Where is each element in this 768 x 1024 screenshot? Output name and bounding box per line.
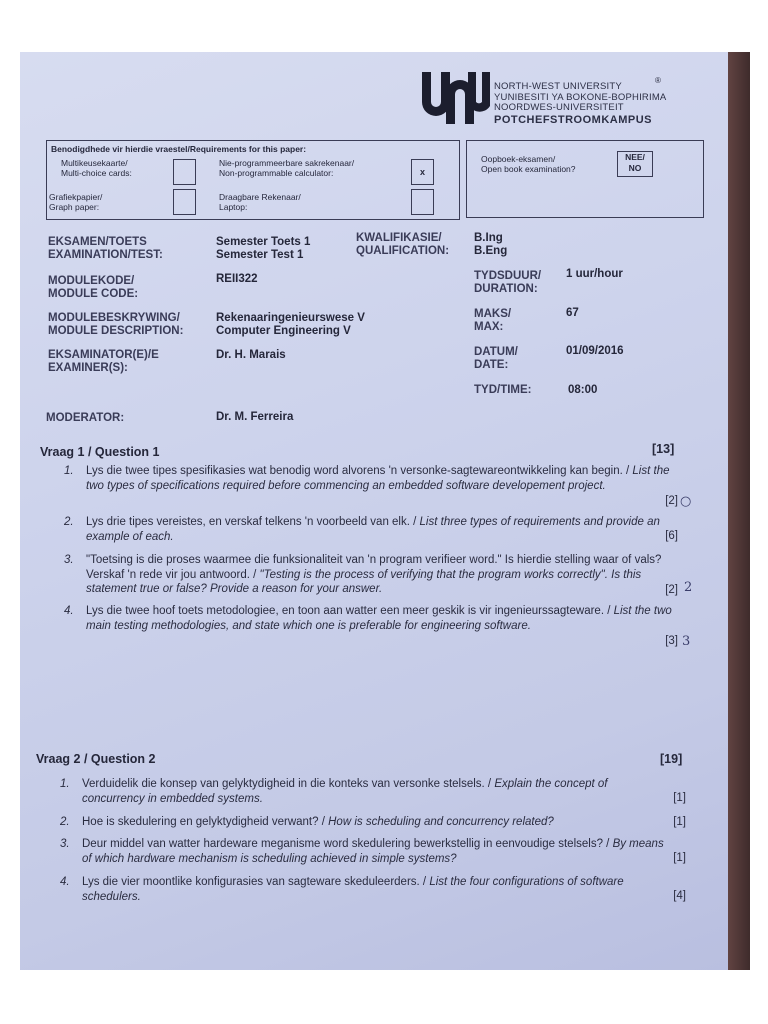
- label-line: DATUM/: [474, 346, 518, 358]
- label-line: Open book examination?: [481, 163, 576, 174]
- label-line: QUALIFICATION:: [356, 245, 450, 257]
- requirements-title: Benodigdhede vir hierdie vraestel/Requirements for this paper:: [51, 144, 307, 154]
- examiner-value: Dr. H. Marais: [216, 349, 286, 361]
- item-marks: [1]: [673, 816, 686, 828]
- duration-value: 1 uur/hour: [566, 268, 623, 280]
- laptop-label: [219, 193, 301, 212]
- label-line: MODULEBESKRYWING/: [48, 312, 180, 324]
- item-number: 1.: [60, 778, 70, 790]
- item-text-en: How is scheduling and concurrency related?: [328, 816, 554, 828]
- item-text-af: Hoe is skedulering en gelyktydigheid verwant? /: [82, 816, 329, 828]
- question2-item: [60, 875, 686, 907]
- question2-item: [60, 837, 686, 869]
- campus-name: POTCHEFSTROOMKAMPUS: [494, 113, 652, 126]
- label-line: Nie-programmeerbare sakrekenaar/: [219, 158, 355, 168]
- question1-item: [64, 553, 678, 601]
- item-number: 2.: [60, 816, 70, 828]
- label-line: MODULE CODE:: [48, 288, 139, 300]
- date-value: 01/09/2016: [566, 345, 624, 357]
- handwritten-mark: ○: [680, 494, 692, 509]
- exam-value: [216, 236, 310, 262]
- label-line: Oopboek-eksamen/: [481, 154, 556, 164]
- item-text-af: "Toetsing is die proses waarmee die funksionaliteit van 'n program verifieer word." Is hierdie stelling waar of vals? Verskaf 'n rede vir jou antwoord. /: [86, 554, 662, 581]
- qualification-value: [474, 232, 507, 258]
- label-line: Multi-choice cards:: [61, 167, 132, 178]
- examiner-label: [48, 349, 159, 375]
- question1-total-marks: [13]: [652, 442, 675, 456]
- item-marks: [2]: [665, 584, 678, 596]
- time-value: 08:00: [568, 384, 598, 396]
- item-text: [86, 515, 676, 544]
- label-line: Laptop:: [219, 201, 248, 212]
- item-text: [86, 464, 676, 493]
- item-text-af: Lys die twee tipes spesifikasies wat benodig word alvorens 'n versonke-sagtewareontwikkeling kan begin. /: [86, 465, 633, 477]
- label-line: DATE:: [474, 359, 509, 371]
- university-name: [494, 82, 666, 127]
- calculator-checkbox[interactable]: [411, 159, 434, 185]
- item-text-en: By means of which hardware mechanism is scheduling achieved in simple systems?: [82, 838, 664, 865]
- item-text: [82, 777, 672, 806]
- open-book-box: [466, 140, 704, 218]
- label-line: MAX:: [474, 321, 504, 333]
- item-text: [86, 604, 676, 633]
- duration-label: [474, 270, 541, 296]
- label-line: Draagbare Rekenaar/: [219, 192, 301, 202]
- item-marks: [1]: [673, 792, 686, 804]
- value-line: Semester Test 1: [216, 249, 304, 261]
- item-number: 4.: [60, 876, 70, 888]
- question1-title: Vraag 1 / Question 1: [40, 445, 160, 459]
- moderator-label: MODERATOR:: [46, 412, 125, 424]
- question2-total-marks: [19]: [660, 752, 683, 766]
- item-marks: [1]: [673, 852, 686, 864]
- item-text-en: "Testing is the process of verifying that the program works correctly". Is this statement true or false? Provide a reason for your answer.: [86, 568, 642, 595]
- item-number: 2.: [64, 516, 74, 528]
- value-line: B.Ing: [474, 232, 503, 244]
- date-label: [474, 346, 518, 372]
- university-name-line: NORTH-WEST UNIVERSITY: [494, 81, 622, 92]
- item-number: 4.: [64, 605, 74, 617]
- item-marks: [6]: [665, 530, 678, 542]
- item-text-en: List the two types of specifications required before commencing an embedded software developement project.: [86, 465, 670, 492]
- item-text-af: Deur middel van watter hardeware meganisme word skedulering bewerkstellig in eenvoudige stelsels? /: [82, 838, 613, 850]
- label-line: DURATION:: [474, 283, 538, 295]
- item-marks: [2]: [665, 495, 678, 507]
- time-label: TYD/TIME:: [474, 384, 532, 396]
- label-line: Multikeusekaarte/: [61, 158, 128, 168]
- label-line: EXAMINER(S):: [48, 362, 128, 374]
- item-text-en: List three types of requirements and provide an example of each.: [86, 516, 660, 543]
- label-line: MODULEKODE/: [48, 275, 135, 287]
- answer-line: NO: [628, 163, 642, 173]
- handwritten-mark: 2: [684, 580, 693, 595]
- university-logo-icon: [418, 64, 494, 130]
- label-line: MODULE DESCRIPTION:: [48, 325, 184, 337]
- item-text-af: Lys die twee hoof toets metodologiee, en toon aan watter een meer geskik is vir ingenieurssagteware. /: [86, 605, 614, 617]
- item-text: [82, 875, 672, 904]
- item-text-af: Verduidelik die konsep van gelyktydigheid in die konteks van versonke stelsels. /: [82, 778, 495, 790]
- max-label: [474, 308, 511, 334]
- question1-item: [64, 604, 678, 652]
- label-line: EXAMINATION/TEST:: [48, 249, 163, 261]
- module-code-value: REII322: [216, 273, 258, 285]
- exam-label: [48, 236, 163, 262]
- item-number: 1.: [64, 465, 74, 477]
- university-name-line: YUNIBESITI YA BOKONE-BOPHIRIMA: [494, 91, 667, 103]
- value-line: Computer Engineering V: [216, 325, 351, 337]
- item-number: 3.: [64, 554, 74, 566]
- university-name-line: NOORDWES-UNIVERSITEIT: [494, 102, 624, 113]
- item-text: [82, 815, 672, 830]
- item-marks: [3]: [665, 635, 678, 647]
- qualification-label: [356, 232, 449, 258]
- label-line: Graph paper:: [49, 201, 100, 212]
- value-line: B.Eng: [474, 245, 508, 257]
- multichoice-label: [61, 159, 132, 178]
- item-text-en: Explain the concept of concurrency in embedded systems.: [82, 778, 608, 805]
- module-code-label: [48, 275, 138, 301]
- answer-line: NEE/: [625, 152, 645, 162]
- item-text-af: Lys drie tipes vereistes, en verskaf telkens 'n voorbeeld van elk. /: [86, 516, 420, 528]
- question1-item: [64, 515, 678, 547]
- question2-item: [60, 815, 686, 831]
- handwritten-mark: 3: [682, 634, 691, 649]
- label-line: KWALIFIKASIE/: [356, 232, 442, 244]
- item-text: [86, 553, 676, 597]
- graph-paper-checkbox[interactable]: [173, 189, 196, 215]
- value-line: Rekenaaringenieurswese V: [216, 312, 365, 324]
- graph-paper-label: [49, 193, 102, 212]
- label-line: MAKS/: [474, 308, 512, 320]
- question1-item: [64, 464, 678, 512]
- module-description-value: [216, 312, 365, 338]
- max-value: 67: [566, 307, 579, 319]
- module-description-label: [48, 312, 183, 338]
- calculator-label: [219, 159, 354, 178]
- question2-title: Vraag 2 / Question 2: [36, 752, 156, 766]
- label-line: Non-programmable calculator:: [219, 167, 334, 178]
- item-number: 3.: [60, 838, 70, 850]
- value-line: Semester Toets 1: [216, 236, 311, 248]
- laptop-checkbox[interactable]: [411, 189, 434, 215]
- item-text-af: Lys die vier moontlike konfigurasies van sagteware skeduleerders. /: [82, 876, 430, 888]
- item-text-en: List the two main testing methodologies, and state which one is preferable for engineering software.: [86, 605, 672, 632]
- open-book-label: [481, 155, 576, 174]
- item-marks: [4]: [673, 890, 686, 902]
- item-text: [82, 837, 672, 866]
- item-text-en: List the four configurations of software schedulers.: [82, 876, 624, 903]
- check-mark: x: [419, 167, 425, 177]
- registered-mark: ®: [655, 76, 661, 85]
- label-line: TYDSDUUR/: [474, 270, 542, 282]
- label-line: EKSAMINATOR(E)/E: [48, 349, 159, 361]
- moderator-value: Dr. M. Ferreira: [216, 411, 294, 423]
- open-book-answer: [617, 151, 653, 177]
- label-line: Grafiekpapier/: [49, 192, 103, 202]
- multichoice-checkbox[interactable]: [173, 159, 196, 185]
- requirements-box: [46, 140, 460, 220]
- label-line: EKSAMEN/TOETS: [48, 236, 147, 248]
- question2-item: [60, 777, 686, 809]
- exam-paper: [20, 52, 728, 970]
